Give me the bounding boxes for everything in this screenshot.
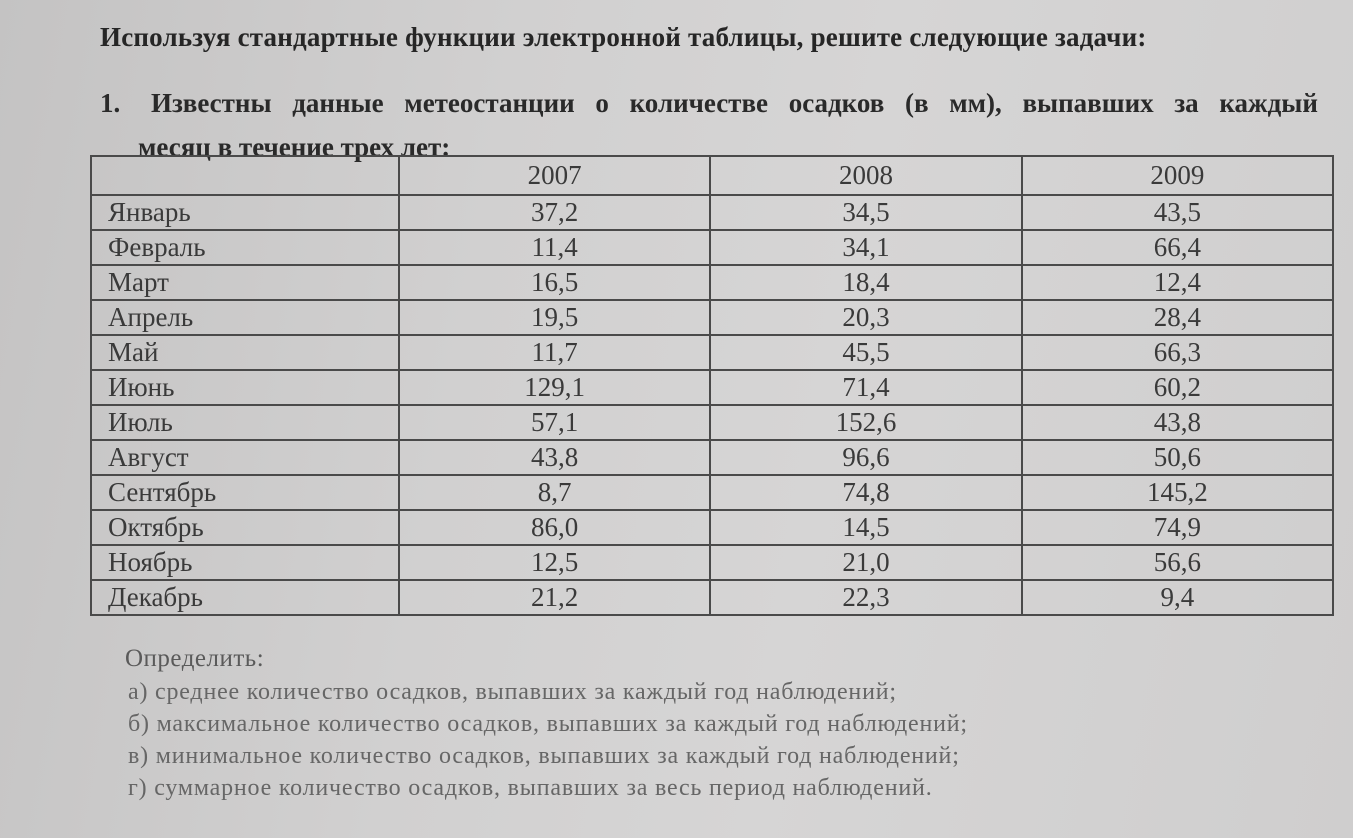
month-cell: Май (91, 335, 399, 370)
value-cell: 21,2 (399, 580, 710, 615)
month-cell: Ноябрь (91, 545, 399, 580)
value-cell: 16,5 (399, 265, 710, 300)
precipitation-table (90, 155, 1334, 616)
value-cell: 57,1 (399, 405, 710, 440)
table-body (91, 195, 1333, 615)
value-cell: 152,6 (710, 405, 1021, 440)
task-items-list (128, 676, 968, 804)
month-cell: Февраль (91, 230, 399, 265)
page-heading: Используя стандартные функции электронной таблицы, решите следующие задачи: (100, 22, 1147, 52)
month-cell: Октябрь (91, 510, 399, 545)
value-cell: 96,6 (710, 440, 1021, 475)
table-row (91, 300, 1333, 335)
task-item: в) минимальное количество осадков, выпавших за каждый год наблюдений; (128, 743, 960, 769)
month-cell: Сентябрь (91, 475, 399, 510)
month-cell: Январь (91, 195, 399, 230)
value-cell: 8,7 (399, 475, 710, 510)
value-cell: 21,0 (710, 545, 1021, 580)
task-description-line1 (100, 88, 1318, 119)
task-word: данные (292, 88, 384, 118)
year-header: 2008 (710, 156, 1021, 195)
task-word: каждый (1219, 88, 1318, 118)
month-cell: Декабрь (91, 580, 399, 615)
task-word: количестве (629, 88, 769, 118)
value-cell: 20,3 (710, 300, 1021, 335)
task-word: осадков (788, 88, 885, 118)
month-cell: Июль (91, 405, 399, 440)
value-cell: 28,4 (1022, 300, 1333, 335)
value-cell: 18,4 (710, 265, 1021, 300)
task-word: о (595, 88, 609, 118)
value-cell: 43,5 (1022, 195, 1333, 230)
value-cell: 145,2 (1022, 475, 1333, 510)
value-cell: 12,4 (1022, 265, 1333, 300)
table-row (91, 265, 1333, 300)
task-word: мм), (949, 88, 1002, 118)
value-cell: 19,5 (399, 300, 710, 335)
table-row (91, 510, 1333, 545)
table-row (91, 405, 1333, 440)
value-cell: 34,5 (710, 195, 1021, 230)
year-header: 2009 (1022, 156, 1333, 195)
value-cell: 43,8 (1022, 405, 1333, 440)
value-cell: 45,5 (710, 335, 1021, 370)
month-cell: Март (91, 265, 399, 300)
table-row (91, 335, 1333, 370)
value-cell: 14,5 (710, 510, 1021, 545)
month-cell: Август (91, 440, 399, 475)
year-header: 2007 (399, 156, 710, 195)
value-cell: 86,0 (399, 510, 710, 545)
value-cell: 9,4 (1022, 580, 1333, 615)
task-item: б) максимальное количество осадков, выпавших за каждый год наблюдений; (128, 711, 968, 737)
value-cell: 22,3 (710, 580, 1021, 615)
table-row (91, 370, 1333, 405)
value-cell: 37,2 (399, 195, 710, 230)
value-cell: 50,6 (1022, 440, 1333, 475)
value-cell: 60,2 (1022, 370, 1333, 405)
task-word: метеостанции (404, 88, 575, 118)
task-description-line2: месяц в течение трех лет: (138, 132, 451, 162)
value-cell: 43,8 (399, 440, 710, 475)
value-cell: 12,5 (399, 545, 710, 580)
table-row (91, 475, 1333, 510)
define-label: Определить: (125, 645, 265, 672)
value-cell: 71,4 (710, 370, 1021, 405)
task-word: выпавших (1022, 88, 1154, 118)
value-cell: 11,7 (399, 335, 710, 370)
task-word: Известны (150, 88, 272, 118)
value-cell: 66,3 (1022, 335, 1333, 370)
value-cell: 74,9 (1022, 510, 1333, 545)
task-item: г) суммарное количество осадков, выпавших за весь период наблюдений. (128, 775, 933, 801)
table-row (91, 195, 1333, 230)
task-item: а) среднее количество осадков, выпавших за каждый год наблюдений; (128, 679, 897, 705)
table-header-row (91, 156, 1333, 195)
value-cell: 34,1 (710, 230, 1021, 265)
value-cell: 129,1 (399, 370, 710, 405)
table-row (91, 440, 1333, 475)
month-cell: Июнь (91, 370, 399, 405)
value-cell: 66,4 (1022, 230, 1333, 265)
value-cell: 74,8 (710, 475, 1021, 510)
value-cell: 56,6 (1022, 545, 1333, 580)
table-row (91, 580, 1333, 615)
task-word: (в (904, 88, 929, 118)
task-word: за (1174, 88, 1199, 118)
corner-cell (91, 156, 399, 195)
value-cell: 11,4 (399, 230, 710, 265)
task-number: 1. (100, 88, 121, 118)
table-row (91, 545, 1333, 580)
table-row (91, 230, 1333, 265)
month-cell: Апрель (91, 300, 399, 335)
